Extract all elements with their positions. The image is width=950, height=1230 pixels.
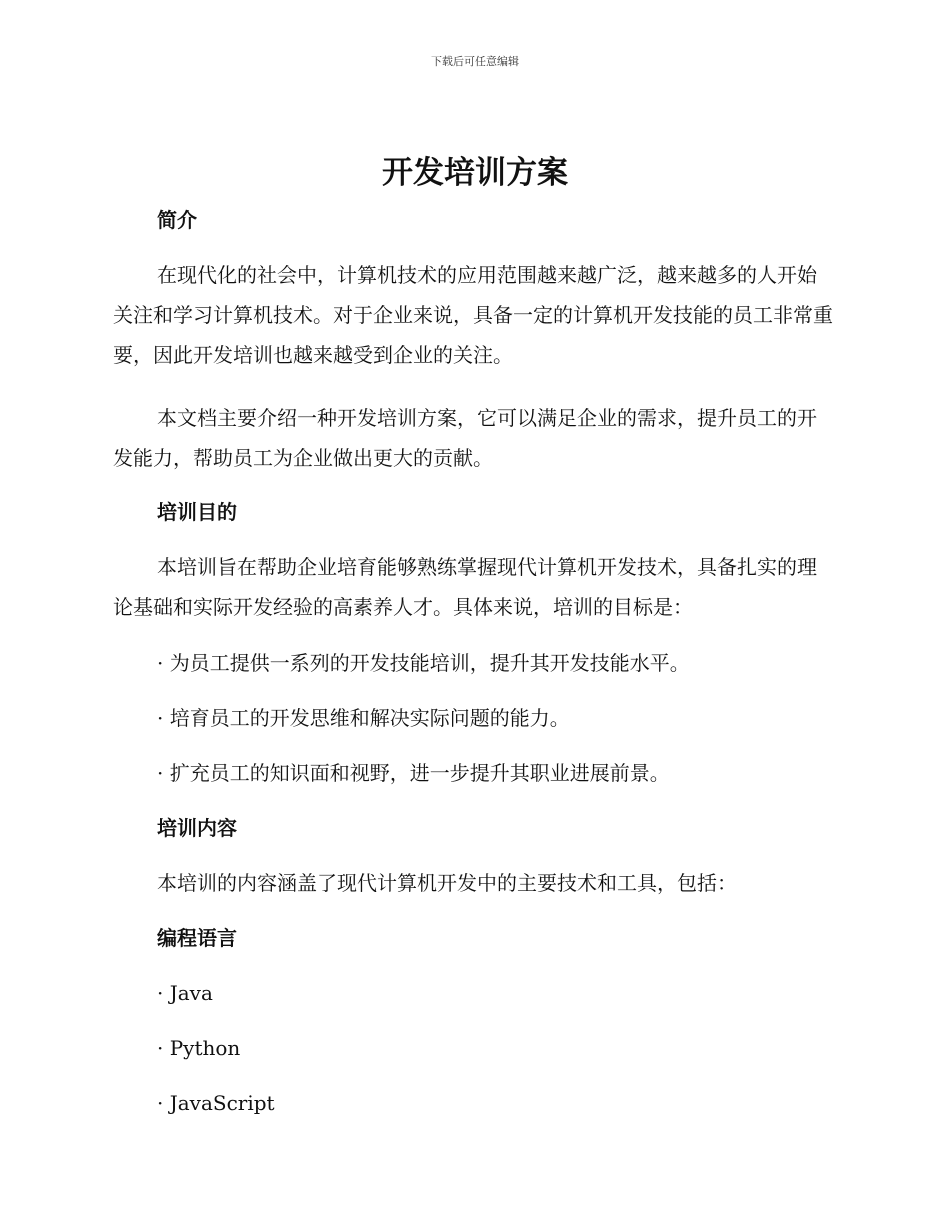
goal-list-item: · 扩充员工的知识面和视野，进一步提升其职业进展前景。 [157,761,670,785]
language-list-item: · Java [157,981,213,1005]
language-list-item: · JavaScript [157,1091,275,1115]
goal-list-item: · 为员工提供一系列的开发技能培训，提升其开发技能水平。 [157,651,690,675]
section-heading-content: 培训内容 [157,816,237,840]
document-title: 开发培训方案 [382,155,568,191]
goal-list-item: · 培育员工的开发思维和解决实际问题的能力。 [157,706,570,730]
section-heading-languages: 编程语言 [157,926,237,950]
intro-paragraph-2: 本文档主要介绍一种开发培训方案，它可以满足企业的需求，提升员工的开发能力，帮助员工为企业做出更大的贡献。 [113,406,817,470]
language-list-item: · Python [157,1036,241,1060]
content-paragraph: 本培训的内容涵盖了现代计算机开发中的主要技术和工具，包括： [157,871,737,895]
section-heading-intro: 简介 [157,208,197,232]
header-note: 下载后可任意编辑 [431,55,519,68]
goal-paragraph: 本培训旨在帮助企业培育能够熟练掌握现代计算机开发技术，具备扎实的理论基础和实际开发经验的高素养人才。具体来说，培训的目标是： [113,555,817,619]
intro-paragraph-1: 在现代化的社会中，计算机技术的应用范围越来越广泛，越来越多的人开始关注和学习计算机技术。对于企业来说，具备一定的计算机开发技能的员工非常重要，因此开发培训也越来越受到企业的关注。 [113,263,833,367]
section-heading-goal: 培训目的 [157,500,237,524]
